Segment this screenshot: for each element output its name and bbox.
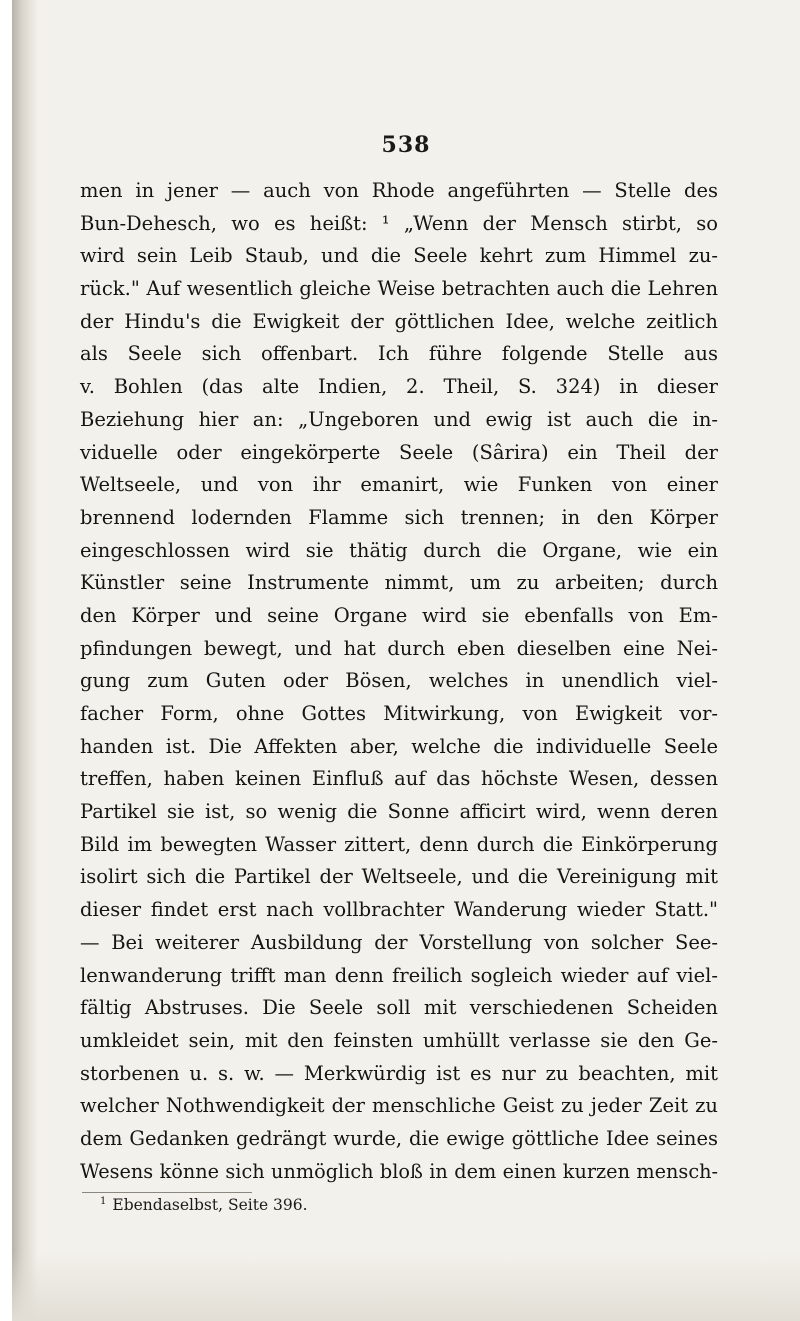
text-line: der Hindu's die Ewigkeit der göttlichen Idee, welche zeitlich xyxy=(80,309,718,333)
text-line: treffen, haben keinen Einfluß auf das höchste Wesen, dessen xyxy=(80,767,718,791)
text-line: Bun-Dehesch, wo es heißt: ¹ „Wenn der Mensch stirbt, so xyxy=(80,211,718,235)
text-line: eingeschlossen wird sie thätig durch die Organe, wie ein xyxy=(80,538,718,562)
text-line: lenwanderung trifft man denn freilich sogleich wieder auf viel- xyxy=(80,963,718,987)
text-line: rück." Auf wesentlich gleiche Weise betrachten auch die Lehren xyxy=(80,277,718,301)
text-line: facher Form, ohne Gottes Mitwirkung, von Ewigkeit vor- xyxy=(80,702,718,725)
text-line: Künstler seine Instrumente nimmt, um zu arbeiten; durch xyxy=(80,571,718,595)
text-line: den Körper und seine Organe wird sie ebenfalls von Em- xyxy=(80,603,718,627)
text-line: dem Gedanken gedrängt wurde, die ewige göttliche Idee seines xyxy=(80,1126,718,1150)
page-number: 538 xyxy=(381,132,431,158)
text-line: brennend lodernden Flamme sich trennen; in den Körper xyxy=(80,505,718,529)
text-line: handen ist. Die Affekten aber, welche die individuelle Seele xyxy=(80,734,718,758)
text-line: v. Bohlen (das alte Indien, 2. Theil, S. 324) in dieser xyxy=(80,375,718,399)
text-line: Bild im bewegten Wasser zittert, denn durch die Einkörperung xyxy=(80,832,718,856)
text-line: umkleidet sein, mit den feinsten umhüllt verlasse sie den Ge- xyxy=(80,1028,718,1052)
footnote-rule xyxy=(82,1192,252,1193)
text-line: Partikel sie ist, so wenig die Sonne afficirt wird, wenn deren xyxy=(80,800,718,824)
text-line: gung zum Guten oder Bösen, welches in unendlich viel- xyxy=(80,669,718,693)
footnote-marker: 1 xyxy=(100,1196,107,1207)
text-line: viduelle oder eingekörperte Seele (Sârira) ein Theil der xyxy=(80,440,718,464)
text-line: storbenen u. s. w. — Merkwürdig ist es nur zu beachten, mit xyxy=(80,1061,718,1085)
footnote xyxy=(100,1196,308,1214)
body-text xyxy=(80,175,718,1188)
text-line: als Seele sich offenbart. Ich führe folgende Stelle aus xyxy=(80,342,718,366)
text-line: fältig Abstruses. Die Seele soll mit verschiedenen Scheiden xyxy=(80,996,718,1020)
text-line: welcher Nothwendigkeit der menschliche Geist zu jeder Zeit zu xyxy=(80,1094,718,1118)
text-line: dieser findet erst nach vollbrachter Wanderung wieder Statt." xyxy=(80,898,718,922)
text-line: pfindungen bewegt, und hat durch eben dieselben eine Nei- xyxy=(80,636,718,660)
text-line: men in jener — auch von Rhode angeführten — Stelle des xyxy=(80,179,718,202)
text-line: — Bei weiterer Ausbildung der Vorstellung von solcher See- xyxy=(80,930,718,954)
text-line: Weltseele, und von ihr emanirt, wie Funken von einer xyxy=(80,473,718,497)
text-line: Wesens könne sich unmöglich bloß in dem einen kurzen mensch- xyxy=(80,1159,718,1183)
book-page xyxy=(12,0,800,1321)
page-spine-shadow xyxy=(12,0,38,1321)
text-line: wird sein Leib Staub, und die Seele kehrt zum Himmel zu- xyxy=(80,244,718,268)
footnote-text: Ebendaselbst, Seite 396. xyxy=(112,1196,308,1215)
page-bottom-shadow xyxy=(12,1251,800,1321)
text-line: isolirt sich die Partikel der Weltseele, und die Vereinigung mit xyxy=(80,865,718,889)
text-line: Beziehung hier an: „Ungeboren und ewig ist auch die in- xyxy=(80,407,718,431)
